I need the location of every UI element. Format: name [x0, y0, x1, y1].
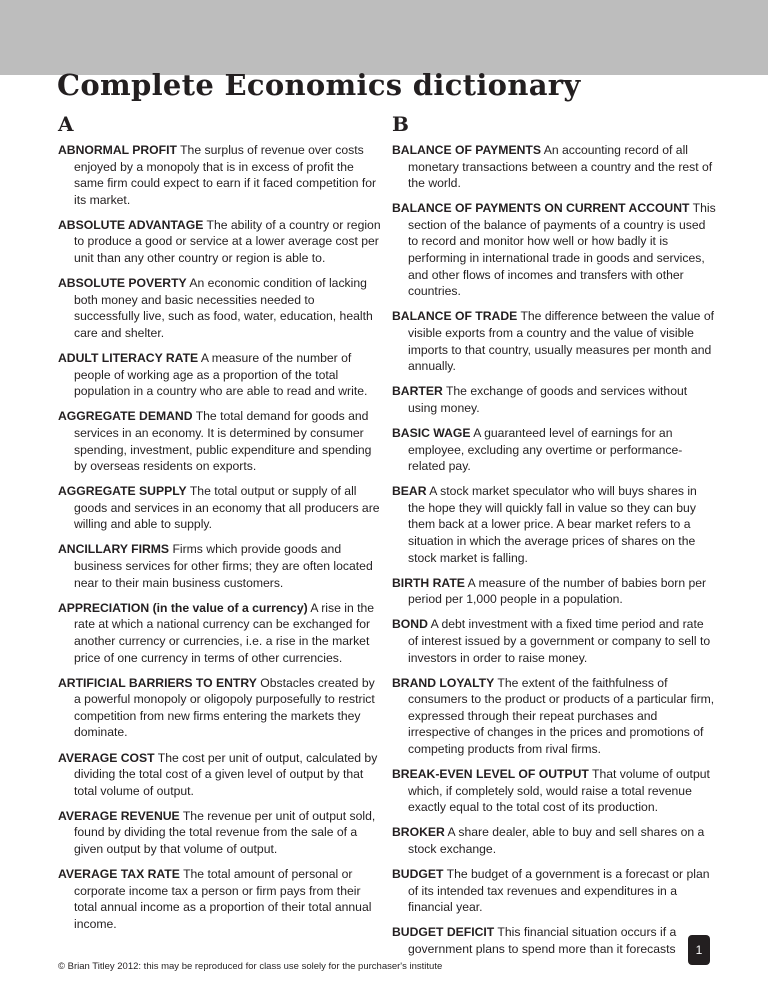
dictionary-entry	[392, 483, 717, 566]
entry-definition: The surplus of revenue over costs enjoyed by a monopoly that is in excess of profit the same firm could expect to earn if it faced competition for its market.	[74, 143, 377, 207]
entry-term: BASIC WAGE	[392, 425, 471, 440]
copyright-footer: © Brian Titley 2012: this may be reproduced for class use solely for the purchaser's institute	[58, 961, 443, 972]
dictionary-entry	[392, 142, 717, 192]
entry-term: APPRECIATION (in the value of a currency)	[58, 600, 308, 615]
entry-term: BIRTH RATE	[392, 575, 465, 590]
entry-term: AVERAGE TAX RATE	[58, 867, 180, 882]
dictionary-entry	[392, 383, 717, 416]
entry-definition: This financial situation occurs if a government plans to spend more than it forecasts	[408, 925, 677, 956]
entry-term: AVERAGE REVENUE	[58, 808, 180, 823]
column-b	[392, 112, 717, 966]
entry-term: BOND	[392, 617, 428, 632]
dictionary-entry	[392, 924, 717, 957]
dictionary-entry	[58, 541, 383, 591]
entry-definition: A debt investment with a fixed time period and rate of interest issued by a government or company to sell to investors in order to raise money.	[408, 617, 711, 665]
entry-term: ABSOLUTE ADVANTAGE	[58, 217, 204, 232]
entry-term: BREAK-EVEN LEVEL OF OUTPUT	[392, 767, 589, 782]
entry-term: BRAND LOYALTY	[392, 675, 495, 690]
entry-definition: A share dealer, able to buy and sell shares on a stock exchange.	[408, 825, 705, 856]
dictionary-entry	[58, 675, 383, 741]
entry-term: BALANCE OF PAYMENTS ON CURRENT ACCOUNT	[392, 201, 690, 216]
dictionary-entry	[58, 408, 383, 474]
dictionary-entry	[392, 616, 717, 666]
entry-term: BALANCE OF TRADE	[392, 309, 518, 324]
entry-term: ABSOLUTE POVERTY	[58, 276, 187, 291]
dictionary-entry	[392, 308, 717, 374]
dictionary-entry	[58, 866, 383, 932]
entry-definition: The exchange of goods and services without using money.	[408, 384, 688, 415]
entry-term: BROKER	[392, 825, 445, 840]
entry-definition: The total demand for goods and services in an economy. It is determined by consumer spending, investment, public expenditure and spending by overseas residents on exports.	[74, 409, 372, 474]
dictionary-entry	[392, 675, 717, 758]
dictionary-entry	[58, 808, 383, 858]
entry-term: BARTER	[392, 384, 443, 399]
entry-term: AVERAGE COST	[58, 750, 155, 765]
entry-definition: The difference between the value of visible exports from a country and the value of visible imports to that country, usually measures per month and annually.	[408, 309, 714, 374]
section-letter-b: B	[392, 112, 409, 136]
entry-definition: The ability of a country or region to produce a good or service at a lower average cost per unit than any other country or region is able to.	[74, 217, 381, 266]
dictionary-entry	[58, 217, 383, 267]
dictionary-entry	[58, 142, 383, 208]
dictionary-entry	[58, 600, 383, 666]
entry-term: BEAR	[392, 484, 427, 499]
dictionary-entry	[392, 766, 717, 816]
page-title: Complete Economics dictionary	[57, 68, 581, 102]
entry-definition: That volume of output which, if completely sold, would raise a total revenue exactly equal to the total cost of its production.	[408, 767, 710, 815]
section-letter-a: A	[58, 112, 74, 136]
entry-term: AGGREGATE SUPPLY	[58, 484, 187, 499]
entry-definition: This section of the balance of payments of a country is used to record and monitor how well or how badly it is performing in international trade in goods and services, and other flows of incomes and transfers with other countries.	[408, 201, 716, 299]
dictionary-entry	[392, 824, 717, 857]
entry-definition: A stock market speculator who will buys shares in the hope they will quickly fall in value so they can buy them back at a lower price. A bear market refers to a situation in which the average prices of shares on the stock market is falling.	[408, 484, 697, 565]
dictionary-entry	[392, 425, 717, 475]
entry-term: ABNORMAL PROFIT	[58, 143, 177, 157]
entry-term: ANCILLARY FIRMS	[58, 542, 170, 557]
entry-term: ARTIFICIAL BARRIERS TO ENTRY	[58, 675, 257, 690]
entry-term: BUDGET DEFICIT	[392, 925, 495, 940]
dictionary-entry	[58, 350, 383, 400]
page-number: 1	[688, 935, 710, 965]
entry-term: BALANCE OF PAYMENTS	[392, 143, 541, 157]
entry-definition: The extent of the faithfulness of consumers to the product or products of a particular firm, expressed through their repeat purchases and irrespective of changes in the prices and promotions of competing products from rival firms.	[408, 675, 715, 756]
entry-definition: The cost per unit of output, calculated by dividing the total cost of a given level of output by that total volume of output.	[74, 750, 378, 798]
column-a	[58, 112, 383, 941]
entry-definition: The total output or supply of all goods and services in an economy that all producers are willing and able to supply.	[74, 484, 380, 532]
dictionary-entry	[392, 866, 717, 916]
dictionary-entry	[392, 575, 717, 608]
entry-definition: An accounting record of all monetary transactions between a country and the rest of the world.	[408, 143, 713, 191]
entry-definition: The revenue per unit of output sold, found by dividing the total revenue from the sale of a given output by that volume of output.	[74, 808, 376, 856]
dictionary-entry	[58, 750, 383, 800]
entry-definition: A rise in the rate at which a national currency can be exchanged for another currency or currencies, i.e. a rise in the market price of one currency in terms of other currencies.	[74, 600, 375, 665]
dictionary-entry	[58, 275, 383, 341]
entry-definition: A measure of the number of babies born per period per 1,000 people in a population.	[408, 575, 707, 607]
header-band	[0, 0, 768, 75]
entry-definition: The budget of a government is a forecast or plan of its intended tax revenues and expenditures in a financial year.	[408, 867, 710, 915]
entry-term: AGGREGATE DEMAND	[58, 409, 193, 424]
entry-definition: Firms which provide goods and business services for other firms; they are often located near to their main business customers.	[74, 542, 373, 590]
entry-term: ADULT LITERACY RATE	[58, 351, 199, 366]
entry-definition: An economic condition of lacking both money and basic necessities needed to successfully live, such as food, water, education, health care and shelter.	[74, 276, 373, 340]
entry-definition: The total amount of personal or corporate income tax a person or firm pays from their total annual income as a proportion of their total annual income.	[74, 867, 372, 931]
dictionary-entry	[58, 483, 383, 533]
dictionary-entry	[392, 200, 717, 300]
entry-definition: Obstacles created by a powerful monopoly or oligopoly purposefully to restrict competition from new firms entering the markets they dominate.	[74, 675, 375, 740]
entry-term: BUDGET	[392, 867, 444, 882]
entry-definition: A measure of the number of people of working age as a proportion of the total population in a country who are able to read and write.	[74, 351, 368, 399]
entry-definition: A guaranteed level of earnings for an employee, excluding any overtime or performance-related pay.	[408, 425, 683, 474]
